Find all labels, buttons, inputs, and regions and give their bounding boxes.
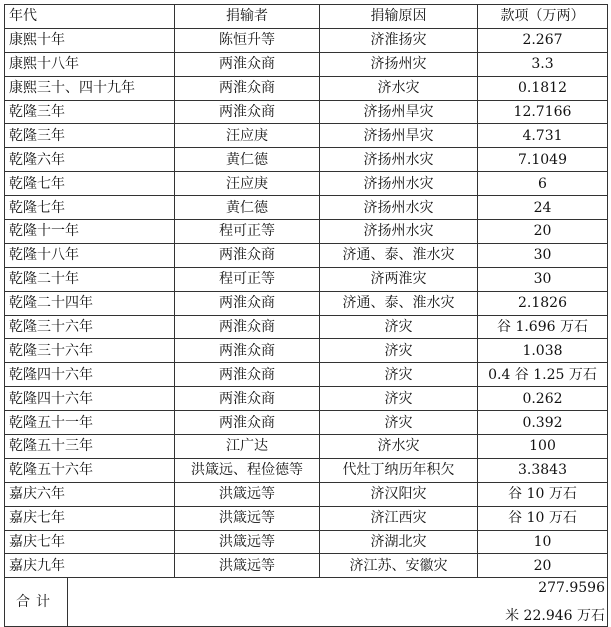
cell-era: 乾隆三年: [5, 100, 175, 124]
cell-donor: 洪箴远等: [175, 482, 320, 506]
table-row: [5, 530, 608, 554]
cell-amount: 100: [478, 435, 608, 459]
cell-reason: 济通、泰、淮水灾: [320, 291, 478, 315]
cell-reason: 济水灾: [320, 76, 478, 100]
cell-amount: 7.1049: [478, 148, 608, 172]
table-row: [5, 363, 608, 387]
total-row: [5, 578, 608, 627]
cell-era: 康熙十年: [5, 28, 175, 52]
cell-amount: 3.3843: [478, 458, 608, 482]
total-grain: 米 22.946 万石: [505, 608, 605, 625]
cell-era: 乾隆十八年: [5, 243, 175, 267]
cell-era: 乾隆二十四年: [5, 291, 175, 315]
cell-donor: 两淮众商: [175, 243, 320, 267]
table-row: [5, 196, 608, 220]
cell-amount: 30: [478, 243, 608, 267]
cell-reason: 济江苏、安徽灾: [320, 554, 478, 578]
table-row: [5, 52, 608, 76]
cell-era: 嘉庆七年: [5, 506, 175, 530]
table-row: [5, 172, 608, 196]
cell-reason: 济扬州水灾: [320, 172, 478, 196]
cell-reason: 济江西灾: [320, 506, 478, 530]
cell-reason: 济两淮灾: [320, 267, 478, 291]
cell-reason: 济灾: [320, 411, 478, 435]
header-era: 年代: [5, 5, 175, 29]
table-row: [5, 458, 608, 482]
cell-era: 乾隆六年: [5, 148, 175, 172]
table-row: [5, 124, 608, 148]
cell-amount: 2.1826: [478, 291, 608, 315]
total-cell: [5, 578, 608, 627]
table-row: [5, 76, 608, 100]
cell-donor: 洪箴远等: [175, 506, 320, 530]
cell-era: 乾隆四十六年: [5, 363, 175, 387]
table-row: [5, 554, 608, 578]
cell-amount: 24: [478, 196, 608, 220]
cell-amount: 0.392: [478, 411, 608, 435]
cell-donor: 江广达: [175, 435, 320, 459]
cell-reason: 济扬州水灾: [320, 220, 478, 244]
cell-amount: 20: [478, 554, 608, 578]
table-row: [5, 291, 608, 315]
cell-era: 乾隆三十六年: [5, 339, 175, 363]
cell-reason: 济淮扬灾: [320, 28, 478, 52]
cell-era: 乾隆三十六年: [5, 315, 175, 339]
table-row: [5, 28, 608, 52]
table-row: [5, 411, 608, 435]
cell-amount: 1.038: [478, 339, 608, 363]
cell-era: 乾隆二十年: [5, 267, 175, 291]
donations-table: [4, 4, 608, 627]
cell-reason: 代灶丁纳历年积欠: [320, 458, 478, 482]
cell-donor: 两淮众商: [175, 411, 320, 435]
cell-donor: 两淮众商: [175, 315, 320, 339]
cell-amount: 20: [478, 220, 608, 244]
cell-amount: 30: [478, 267, 608, 291]
cell-donor: 洪箴远等: [175, 554, 320, 578]
table-row: [5, 148, 608, 172]
cell-amount: 2.267: [478, 28, 608, 52]
header-row: [5, 5, 608, 29]
table-row: [5, 506, 608, 530]
cell-donor: 两淮众商: [175, 100, 320, 124]
table-row: [5, 100, 608, 124]
total-label: 合计: [5, 578, 68, 626]
cell-amount: 4.731: [478, 124, 608, 148]
cell-amount: 3.3: [478, 52, 608, 76]
header-reason: 捐输原因: [320, 5, 478, 29]
cell-reason: 济扬州旱灾: [320, 100, 478, 124]
total-amount: 277.9596: [538, 580, 605, 597]
cell-reason: 济扬州旱灾: [320, 124, 478, 148]
cell-reason: 济水灾: [320, 435, 478, 459]
cell-reason: 济扬州水灾: [320, 148, 478, 172]
cell-donor: 洪箴远等: [175, 530, 320, 554]
table-body: [5, 28, 608, 577]
cell-donor: 程可正等: [175, 220, 320, 244]
header-amount: 款项（万两）: [478, 5, 608, 29]
header-donor: 捐输者: [175, 5, 320, 29]
cell-reason: 济灾: [320, 315, 478, 339]
table-row: [5, 387, 608, 411]
cell-era: 乾隆七年: [5, 196, 175, 220]
table-row: [5, 435, 608, 459]
cell-amount: 谷 1.696 万石: [478, 315, 608, 339]
cell-amount: 12.7166: [478, 100, 608, 124]
cell-era: 乾隆十一年: [5, 220, 175, 244]
cell-era: 嘉庆九年: [5, 554, 175, 578]
cell-era: 乾隆五十六年: [5, 458, 175, 482]
cell-donor: 两淮众商: [175, 52, 320, 76]
table-row: [5, 315, 608, 339]
table-row: [5, 267, 608, 291]
table-row: [5, 243, 608, 267]
cell-amount: 6: [478, 172, 608, 196]
cell-reason: 济汉阳灾: [320, 482, 478, 506]
cell-amount: 谷 10 万石: [478, 482, 608, 506]
cell-donor: 汪应庚: [175, 124, 320, 148]
cell-amount: 谷 10 万石: [478, 506, 608, 530]
cell-amount: 10: [478, 530, 608, 554]
cell-donor: 汪应庚: [175, 172, 320, 196]
cell-era: 康熙三十、四十九年: [5, 76, 175, 100]
cell-amount: 0.1812: [478, 76, 608, 100]
table-row: [5, 220, 608, 244]
cell-donor: 两淮众商: [175, 339, 320, 363]
table-row: [5, 482, 608, 506]
cell-reason: 济扬州灾: [320, 52, 478, 76]
cell-donor: 黄仁德: [175, 148, 320, 172]
cell-era: 嘉庆七年: [5, 530, 175, 554]
cell-era: 乾隆五十一年: [5, 411, 175, 435]
cell-donor: 陈恒升等: [175, 28, 320, 52]
cell-amount: 0.262: [478, 387, 608, 411]
total-values: [503, 578, 607, 626]
table-row: [5, 339, 608, 363]
cell-donor: 两淮众商: [175, 363, 320, 387]
cell-reason: 济灾: [320, 387, 478, 411]
cell-era: 康熙十八年: [5, 52, 175, 76]
cell-era: 乾隆四十六年: [5, 387, 175, 411]
cell-era: 乾隆七年: [5, 172, 175, 196]
cell-era: 嘉庆六年: [5, 482, 175, 506]
cell-reason: 济灾: [320, 363, 478, 387]
cell-amount: 0.4 谷 1.25 万石: [478, 363, 608, 387]
cell-donor: 两淮众商: [175, 387, 320, 411]
cell-donor: 两淮众商: [175, 291, 320, 315]
cell-donor: 两淮众商: [175, 76, 320, 100]
cell-era: 乾隆三年: [5, 124, 175, 148]
cell-reason: 济扬州水灾: [320, 196, 478, 220]
cell-reason: 济湖北灾: [320, 530, 478, 554]
cell-donor: 洪箴远、程俭德等: [175, 458, 320, 482]
cell-reason: 济通、泰、淮水灾: [320, 243, 478, 267]
cell-donor: 程可正等: [175, 267, 320, 291]
cell-reason: 济灾: [320, 339, 478, 363]
cell-donor: 黄仁德: [175, 196, 320, 220]
cell-era: 乾隆五十三年: [5, 435, 175, 459]
